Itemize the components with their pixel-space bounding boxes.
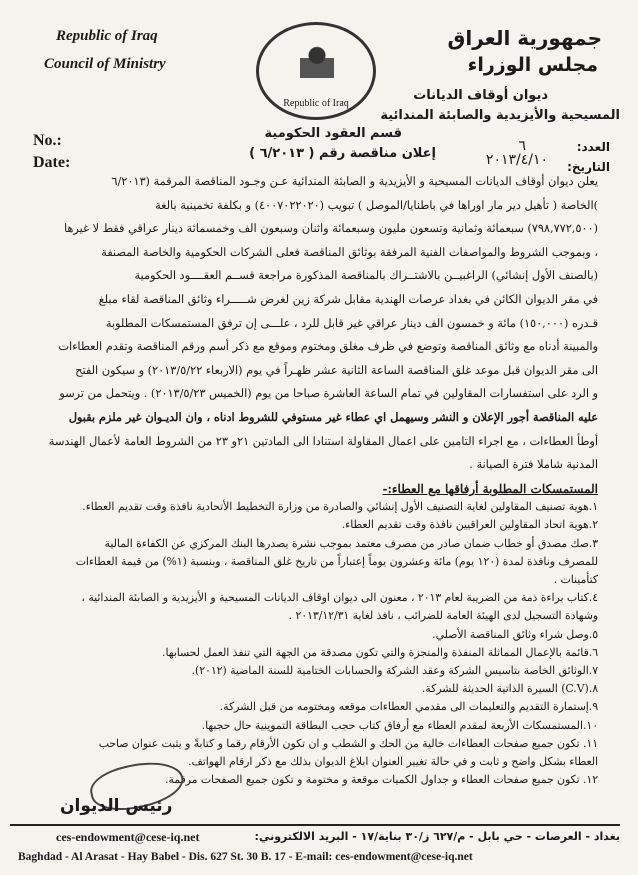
signature-title: رئيس الديوان	[60, 796, 173, 816]
body-line: عليه المناقصة أجور الإعلان و النشر وسيهمل اي عطاء غير مستوفي للشروط ادناه ، وان الديـوان غير ملزم بقبول	[68, 409, 598, 424]
header-republic-ar: جمهورية العراق	[447, 26, 602, 50]
body-line: الى مقر الديوان قبل موعد غلق المناقصة الساعة الثانية عشر ظهـراً في يوم (الاربعاء ٢٠١٣/٥/٢٢) و سيكون الفتح	[75, 363, 598, 377]
date-ar-value: ٢٠١٣/٤/١٠	[485, 152, 548, 168]
header-republic-en: Republic of Iraq	[56, 28, 158, 44]
date-ar-label: التاريخ:	[567, 160, 610, 174]
body-line: )الخاصة ( تأهيل دير مار اوراها في باطنايا/الموصل ) تبويب (٤٠٠٧٠٢٢٠٢٠) و بكلفة تخمينية بالغة	[155, 198, 598, 212]
footer-address-en: Baghdad - Al Arasat - Hay Babel - Dis. 627 St. 30 B. 17 - E-mail: ces-endowment@cese-iq.net	[18, 851, 473, 863]
body-line: والمبينة أدناه مع وثائق المناقصة وتوضع في ظرف مغلق ومختوم وموقع مع ذكر أسم ورقم المناقصة وتقدم العطاءات	[58, 340, 598, 354]
iraq-seal	[256, 22, 376, 120]
list-item: ٦.قائمة بالإعمال المماثلة المنفذة والمنجزة والتي تكون مصدقة من الجهة التي تنفذ العمل لحسابها.	[162, 645, 598, 659]
body-line: و الرد على استفسارات المقاولين في تمام الساعة العاشرة صباحا من يوم (الخميس ٢٠١٣/٥/٢٣) . ويتحمل من ترسو	[59, 387, 598, 401]
list-item: ٧.الوثائق الخاصة بتاسيس الشركة وعقد الشركة والحسابات الختامية للسنة الماضية (٢٠١٢).	[191, 664, 598, 678]
eagle-emblem-icon	[296, 41, 338, 89]
list-item: كتأمينات .	[553, 573, 598, 587]
number-value: ٦	[518, 138, 526, 154]
list-item: وشهادة التسجيل لدى الهيئة العامة للضرائب ، نافذ لغاية ٢٠١٣/١٢/٣١ .	[288, 609, 598, 623]
body-line: ، وبموجب الشروط والمواصفات الفنية المرفقة بوثائق المناقصة فعلى الشركات الحكومية والخاصة المصنفة	[101, 245, 598, 259]
requirements-title: المستمسكات المطلوبة أرفاقها مع العطاء:-	[382, 482, 598, 496]
list-item: ٢.هوية اتحاد المقاولين العراقيين نافذة وقت تقديم العطاء.	[341, 518, 598, 532]
body-line: (بالصنف الأول إنشائي) الراغبيــن بالاشتــراك بالمناقصة المذكورة مراجعة قســم العقــــود الحكومية	[134, 269, 598, 283]
body-line: يعلن ديوان أوقاف الديانات المسيحية و الأيزيدية و الصابئة المندائية عـن وجـود المناقصة المرقمة (٦/٢٠١٣	[111, 175, 598, 188]
section-title: قسم العقود الحكومية	[264, 126, 402, 141]
list-item: ٩.إستمارة التقديم والتعليمات الى مقدمي العطاءات موقعه ومختومه من قبل الشركة.	[219, 700, 598, 714]
footer-email: ces-endowment@cese-iq.net	[56, 830, 200, 844]
body-line: في مقر الديوان الكائن في بغداد عرصات الهندية مقابل شركة زين لغرض شـــــراء وثائق المناقصة لقاء مبلغ	[98, 292, 598, 306]
body-line: أوطأ العطاءات ، مع اجراء التامين على اعمال المقاولة استنادا الى المادتين ٢١و ٢٣ من الشروط العامة لأعمال الهندسة	[48, 434, 598, 448]
body-line: (٧٩٨,٧٧٢,٥٠٠) سبعمائة وثمانية وتسعون مليون وسبعمائة واثنان وسبعون الف وخمسمائة دينار عراقي فقط لا غيرها	[63, 222, 598, 236]
no-label: No.:	[33, 132, 62, 149]
header-council-en: Council of Ministry	[44, 56, 166, 72]
date-label: Date:	[33, 154, 71, 171]
list-item: ١٢. تكون جميع صفحات العطاء و جداول الكميات موقعة و مختومة و تكون جميع الصفحات مرقمة.	[165, 773, 598, 787]
header-religions-ar: المسيحية والأيزيدية والصابئة المندائية	[380, 108, 620, 123]
footer-divider	[10, 824, 620, 826]
header-endowment-ar: ديوان أوقاف الديانات	[413, 88, 548, 103]
footer-address-ar: بغداد - العرصات - حي بابل - م/٦٢٧ ز/٣٠ بناية/١٧ - البريد الالكتروني:	[254, 830, 620, 843]
list-item: للمصرف ونافذة لمدة (١٢٠ يوم) مائة وعشرون يوماً إعتباراً من تاريخ غلق المناقصة ، وبنسبة (١%) من قيمة العطاءات	[75, 554, 598, 568]
header-council-ar: مجلس الوزراء	[467, 54, 598, 76]
list-item: العطاء بشكل واضح و ثابت و في حالة تغيير العنوان ابلاغ الديوان بذلك مع ذكر ارقام الهواتف.	[188, 755, 598, 769]
body-line: المدنية شاملا فترة الصيانة .	[469, 458, 598, 472]
list-item: ٣.صك مصدق أو خطاب ضمان صادر من مصرف معتمد بموجب نشرة يصدرها البنك المركزي عن الكفاءة المالية	[104, 536, 598, 550]
list-item: ١٠.المستمسكات الأربعة لمقدم العطاء مع أرفاق كتاب حجب البطاقة التموينية حال حجبها.	[201, 718, 598, 732]
list-item: ٤.كتاب براءة ذمة من الضريبة لعام ٢٠١٣ ، معنون الى ديوان اوقاف الديانات المسيحية و الأيزيدية و الصابئة المندائية ،	[81, 591, 598, 605]
list-item: ١١. تكون جميع صفحات العطاءات خالية من الحك و الشطب و ان تكون الأرقام رقما و كتابةً و يثبت عنوان صاحب	[98, 736, 598, 750]
number-label: العدد:	[576, 140, 610, 154]
list-item: ٥.وصل شراء وثائق المناقصة الأصلي.	[432, 627, 598, 641]
body-line: قـدره (١٥٠,٠٠٠) مائة و خمسون الف دينار عراقي غير قابل للرد ، علـــى إن ترفق المستمسكات المطلوبة	[105, 316, 598, 330]
seal-label: Republic of Iraq	[283, 98, 349, 109]
announcement-body	[38, 170, 598, 477]
list-item: ١.هوية تصنيف المقاولين لغاية التصنيف الأول إنشائي والصادرة من وزارة التخطيط الأتحادية نافذة وقت تقديم العطاء.	[82, 500, 598, 514]
tender-title: إعلان مناقصة رقم ( ٦/٢٠١٣ )	[249, 146, 436, 161]
requirements-list	[38, 480, 598, 789]
list-item: ٨.(C.V) السيرة الذاتية الحديثة للشركة.	[421, 682, 598, 696]
